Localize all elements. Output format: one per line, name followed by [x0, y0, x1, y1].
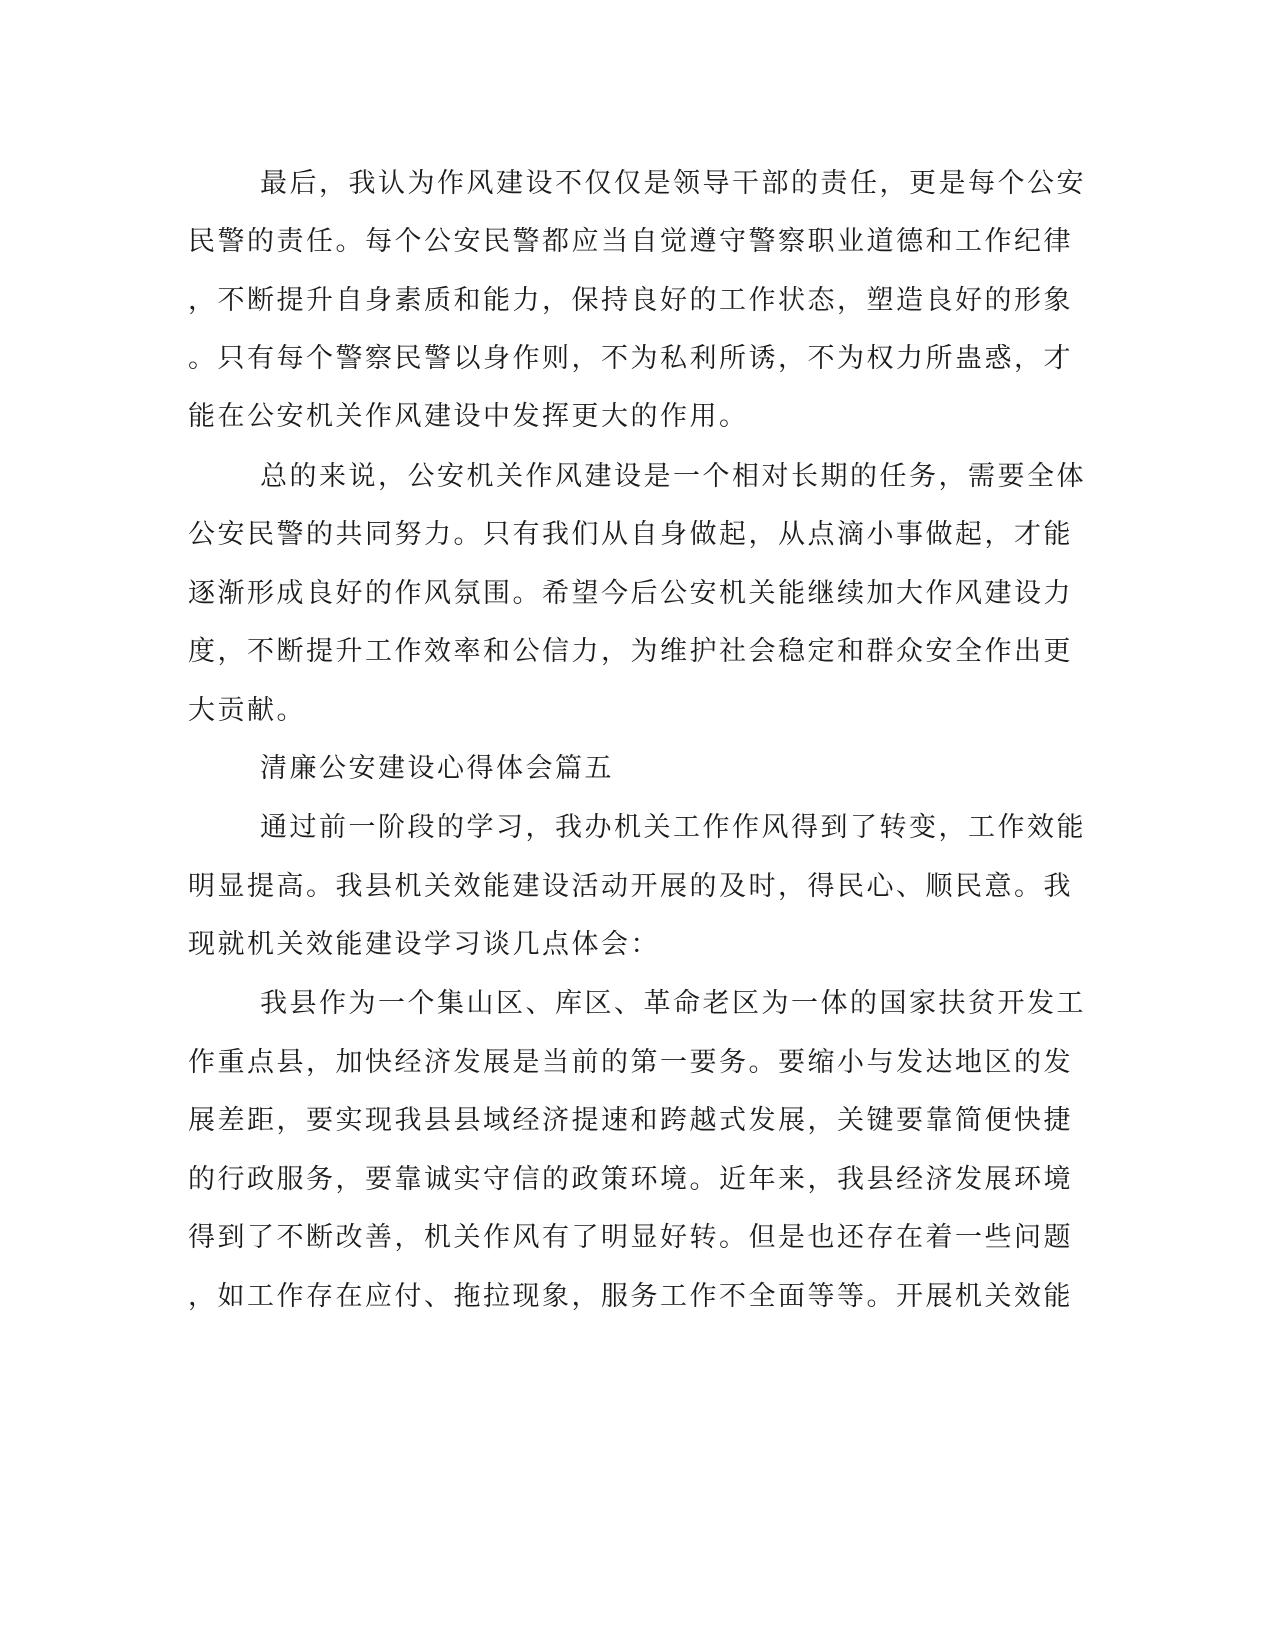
text-line: 总的来说，公安机关作风建设是一个相对长期的任务，需要全体 [260, 461, 1086, 492]
text-line: 展差距，要实现我县县域经济提速和跨越式发展，关键要靠简便快捷 [188, 1105, 1073, 1136]
text-line: 明显提高。我县机关效能建设活动开展的及时，得民心、顺民意。我 [188, 871, 1073, 902]
text-line: 的行政服务，要靠诚实守信的政策环境。近年来，我县经济发展环境 [188, 1164, 1073, 1195]
text-line: 度，不断提升工作效率和公信力，为维护社会稳定和群众安全作出更 [188, 636, 1073, 667]
text-line: 作重点县，加快经济发展是当前的第一要务。要缩小与发达地区的发 [188, 1047, 1073, 1078]
section-heading: 清廉公安建设心得体会篇五 [260, 753, 614, 784]
text-line: 得到了不断改善，机关作风有了明显好转。但是也还存在着一些问题 [188, 1222, 1073, 1253]
text-line: 逐渐形成良好的作风氛围。希望今后公安机关能继续加大作风建设力 [188, 578, 1073, 609]
text-line: 我县作为一个集山区、库区、革命老区为一体的国家扶贫开发工 [260, 988, 1086, 1019]
text-line: 公安民警的共同努力。只有我们从自身做起，从点滴小事做起，才能 [188, 519, 1073, 550]
text-line: 大贡献。 [188, 695, 306, 726]
text-line: ，如工作存在应付、拖拉现象，服务工作不全面等等。开展机关效能 [188, 1281, 1073, 1312]
text-line: 现就机关效能建设学习谈几点体会： [188, 929, 660, 960]
text-line: 能在公安机关作风建设中发挥更大的作用。 [188, 401, 749, 432]
text-line: 最后，我认为作风建设不仅仅是领导干部的责任，更是每个公安 [260, 168, 1086, 199]
text-line: 通过前一阶段的学习，我办机关工作作风得到了转变，工作效能 [260, 812, 1086, 843]
text-line: 。只有每个警察民警以身作则，不为私利所诱，不为权力所蛊惑，才 [188, 343, 1073, 374]
text-line: 民警的责任。每个公安民警都应当自觉遵守警察职业道德和工作纪律 [188, 226, 1073, 257]
text-line: ，不断提升自身素质和能力，保持良好的工作状态，塑造良好的形象 [188, 285, 1073, 316]
